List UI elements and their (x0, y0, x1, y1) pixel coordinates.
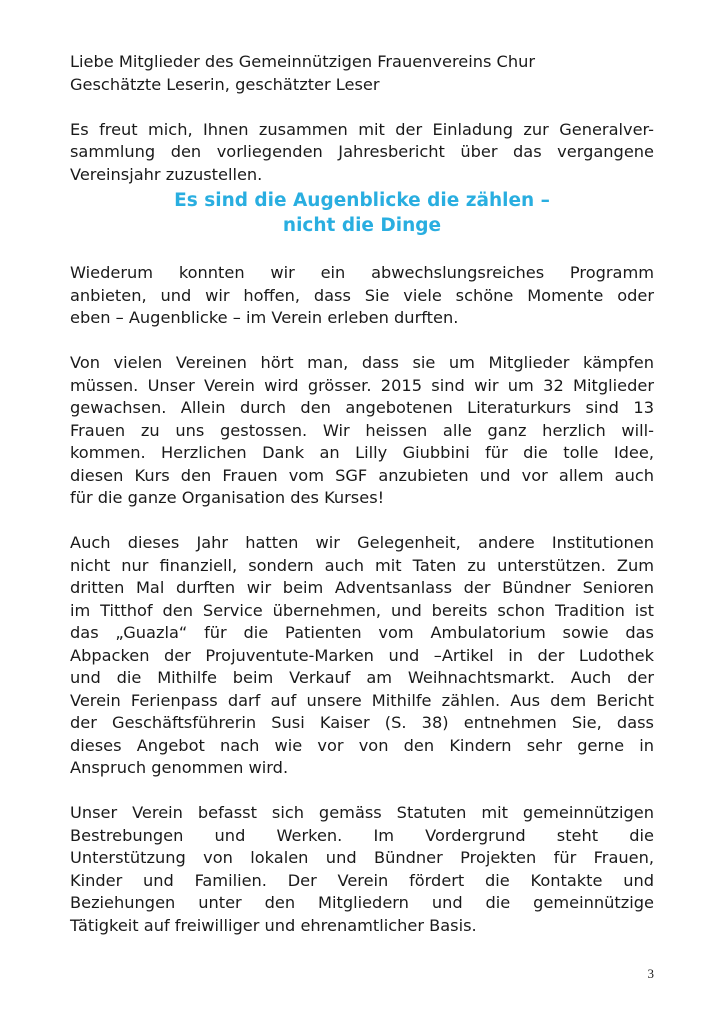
paragraph-line: Unser Verein befasst sich gemäss Statuten mit gemeinnützigen (70, 803, 654, 822)
spacer (70, 330, 654, 353)
paragraph (70, 352, 654, 510)
greeting-line: Geschätzte Leserin, geschätzter Leser (70, 74, 380, 94)
paragraph-line: und die Mithilfe beim Verkauf am Weihnachtsmarkt. Auch der (70, 668, 654, 687)
greeting (70, 51, 654, 96)
paragraph-line: Unterstützung von lokalen und Bündner Projekten für Frauen, (70, 848, 654, 867)
paragraph-line: Von vielen Vereinen hört man, dass sie um Mitglieder kämpfen (70, 353, 654, 372)
page-number: 3 (647, 966, 654, 981)
spacer (70, 238, 654, 262)
paragraph-line: Abpacken der Projuventute-Marken und –Artikel in der Ludothek (70, 645, 654, 665)
paragraph (70, 802, 654, 937)
paragraph-line: eben – Augenblicke – im Verein erleben durften. (70, 308, 459, 327)
intro-paragraph (70, 119, 654, 187)
paragraph-line: Es freut mich, Ihnen zusammen mit der Einladung zur Generalver- (70, 119, 654, 139)
spacer (70, 96, 654, 119)
spacer (70, 510, 654, 533)
paragraph (70, 532, 654, 780)
paragraph-line: Anspruch genommen wird. (70, 758, 289, 777)
paragraph-line: sammlung den vorliegenden Jahresbericht über das vergangene (70, 142, 654, 161)
paragraph-line: Verein Ferienpass darf auf unsere Mithilfe zählen. Aus dem Bericht (70, 690, 654, 710)
paragraph-line: müssen. Unser Verein wird grösser. 2015 sind wir um 32 Mitglieder (70, 375, 654, 395)
paragraph-line: gewachsen. Allein durch den angebotenen Literaturkurs sind 13 (70, 398, 654, 417)
paragraph-line: diesen Kurs den Frauen vom SGF anzubieten und vor allem auch (70, 465, 654, 485)
paragraph-line: dieses Angebot nach wie vor von den Kindern sehr gerne in (70, 735, 654, 755)
greeting-line: Liebe Mitglieder des Gemeinnützigen Frauenvereins Chur (70, 52, 536, 71)
paragraph-line: dritten Mal durften wir beim Adventsanlass der Bündner Senioren (70, 578, 654, 597)
paragraph-line: für die ganze Organisation des Kurses! (70, 488, 385, 507)
paragraph-line: Wiederum konnten wir ein abwechslungsreiches Programm (70, 263, 654, 282)
paragraph-line: Kinder und Familien. Der Verein fördert die Kontakte und (70, 870, 654, 890)
paragraph-line: Auch dieses Jahr hatten wir Gelegenheit, andere Institutionen (70, 533, 654, 552)
paragraph-line: Tätigkeit auf freiwilliger und ehrenamtlicher Basis. (70, 915, 477, 935)
spacer (70, 780, 654, 803)
document-page (70, 51, 654, 937)
paragraph-line: Frauen zu uns gestossen. Wir heissen alle ganz herzlich will- (70, 420, 654, 440)
paragraph-line: im Titthof den Service übernehmen, und bereits schon Tradition ist (70, 600, 654, 620)
paragraph-line: nicht nur finanziell, sondern auch mit Taten zu unterstützen. Zum (70, 555, 654, 575)
paragraph-line: Vereinsjahr zuzustellen. (70, 164, 263, 184)
paragraph-line: anbieten, und wir hoffen, dass Sie viele schöne Momente oder (70, 285, 654, 305)
paragraph-line: kommen. Herzlichen Dank an Lilly Giubbini für die tolle Idee, (70, 443, 654, 462)
paragraph (70, 262, 654, 330)
paragraph-line: das „Guazla“ für die Patienten vom Ambulatorium sowie das (70, 623, 654, 642)
paragraph-line: Beziehungen unter den Mitgliedern und die gemeinnützige (70, 893, 654, 912)
motto-line: Es sind die Augenblicke die zählen – (174, 190, 550, 211)
paragraph-line: Bestrebungen und Werken. Im Vordergrund steht die (70, 825, 654, 845)
motto-heading (70, 188, 654, 238)
paragraph-line: der Geschäftsführerin Susi Kaiser (S. 38) entnehmen Sie, dass (70, 713, 654, 732)
motto-line: nicht die Dinge (282, 215, 442, 236)
